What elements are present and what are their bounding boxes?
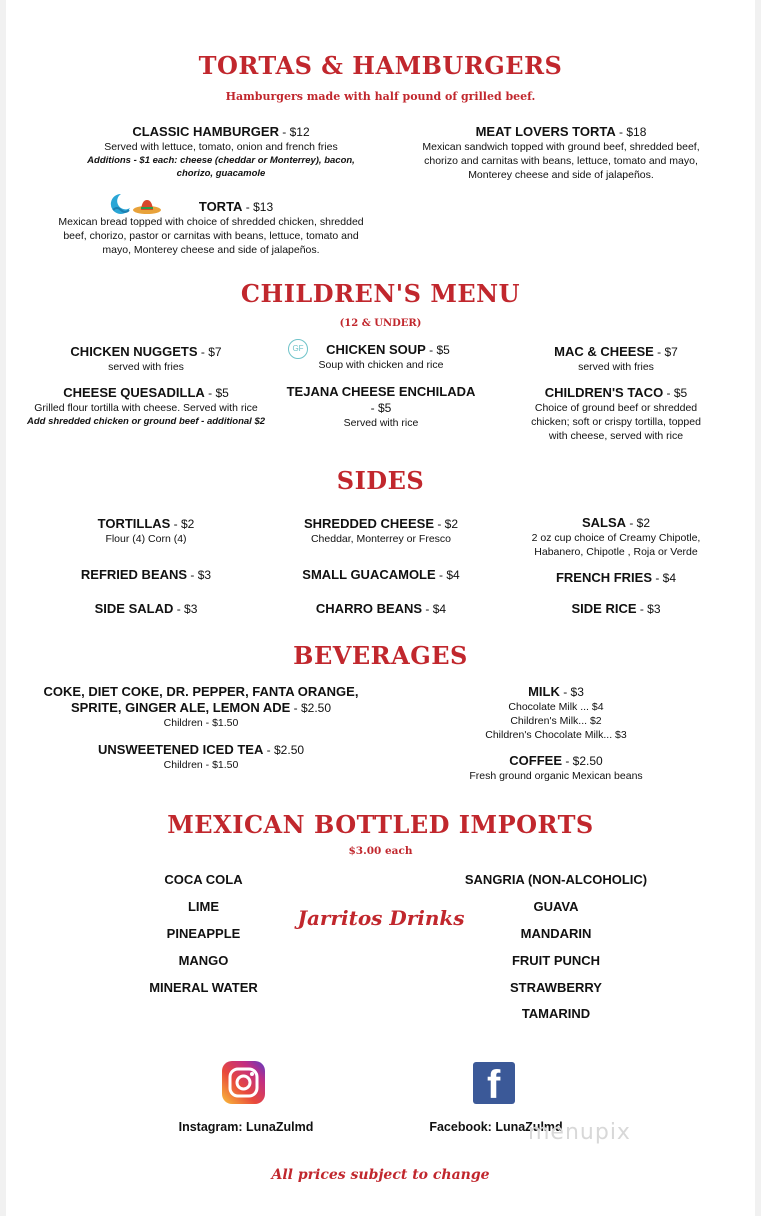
small-guacamole-item (266, 567, 496, 583)
meat-lovers-desc-1: Mexican sandwich topped with ground beef, shredded beef, (422, 141, 700, 153)
side-salad-name: SIDE SALAD (94, 601, 174, 616)
import-left-1: LIME (187, 899, 220, 914)
beverages-heading: BEVERAGES (293, 641, 468, 670)
shredded-cheese-price: - $2 (434, 517, 459, 531)
import-right-4: STRAWBERRY (510, 980, 602, 995)
childrens-taco-desc-1: Choice of ground beef or shredded (534, 402, 698, 414)
childrens-milk-price: Children's Milk... $2 (510, 715, 602, 727)
import-left-2: PINEAPPLE (166, 926, 241, 941)
side-salad-item (36, 601, 256, 617)
refried-beans-price: - $3 (187, 568, 212, 582)
coffee-price: - $2.50 (562, 754, 603, 768)
torta-desc-1: Mexican bread topped with choice of shredded chicken, shredded (58, 216, 364, 228)
childrens-taco-name: CHILDREN'S TACO (544, 385, 664, 400)
mac-cheese-desc: served with fries (578, 361, 654, 373)
import-right-0: SANGRIA (NON-ALCOHOLIC) (464, 872, 648, 887)
tortillas-price: - $2 (170, 517, 195, 531)
sodas-name-2: SPRITE, GINGER ALE, LEMON ADE (70, 700, 291, 715)
shredded-cheese-desc: Cheddar, Monterrey or Fresco (310, 533, 452, 545)
tejana-enchilada-item (276, 384, 486, 430)
shredded-cheese-name: SHREDDED CHEESE (303, 516, 434, 531)
meat-lovers-desc-2: chorizo and carnitas with beans, lettuce, tomato and mayo, (424, 155, 698, 167)
iced-tea-price: - $2.50 (263, 743, 305, 757)
instagram-icon[interactable] (222, 1061, 265, 1104)
mac-cheese-price: - $7 (653, 345, 678, 359)
tortillas-name: TORTILLAS (97, 516, 171, 531)
charro-beans-item (266, 601, 496, 617)
childrens-taco-desc-2: chicken; soft or crispy tortilla, topped (531, 416, 701, 428)
classic-hamburger-additions-2: chorizo, guacamole (176, 168, 266, 179)
side-salad-price: - $3 (173, 602, 198, 616)
tejana-enchilada-price: - $5 (370, 401, 392, 415)
tortas-heading: TORTAS & HAMBURGERS (198, 51, 563, 80)
gluten-free-icon: GF (288, 339, 308, 359)
milk-item (456, 684, 656, 742)
chocolate-milk-price: Chocolate Milk ... $4 (508, 701, 604, 713)
import-right-1: GUAVA (533, 899, 579, 914)
childrens-taco-item (506, 385, 726, 443)
milk-price: - $3 (559, 685, 584, 699)
refried-beans-name: REFRIED BEANS (80, 567, 188, 582)
classic-hamburger-desc: Served with lettuce, tomato, onion and french fries (104, 141, 338, 153)
small-guacamole-price: - $4 (435, 568, 460, 582)
salsa-item (506, 515, 726, 559)
mac-cheese-name: MAC & CHEESE (554, 344, 654, 359)
childrens-taco-price: - $5 (663, 386, 688, 400)
meat-lovers-name: MEAT LOVERS TORTA (475, 124, 616, 139)
chicken-nuggets-item (36, 344, 256, 374)
import-left-3: MANGO (178, 953, 229, 968)
tortillas-desc: Flour (4) Corn (4) (105, 533, 187, 545)
torta-item (46, 199, 376, 257)
charro-beans-price: - $4 (422, 602, 447, 616)
sodas-name-1: COKE, DIET COKE, DR. PEPPER, FANTA ORANGE, (43, 684, 359, 699)
cheese-quesadilla-name: CHEESE QUESADILLA (63, 385, 205, 400)
imports-heading: MEXICAN BOTTLED IMPORTS (167, 810, 594, 839)
salsa-price: - $2 (626, 516, 651, 530)
import-left-0: COCA COLA (164, 872, 243, 887)
chicken-soup-name: CHICKEN SOUP (326, 342, 426, 357)
meat-lovers-torta-item (396, 124, 726, 182)
cheese-quesadilla-price: - $5 (204, 386, 229, 400)
chicken-soup-item (276, 342, 486, 372)
classic-hamburger-additions: Additions - $1 each: cheese (cheddar or Monterrey), bacon, (87, 155, 355, 166)
iced-tea-name: UNSWEETENED ICED TEA (97, 742, 264, 757)
import-right-2: MANDARIN (520, 926, 592, 941)
jarritos-label: Jarritos Drinks (297, 906, 465, 930)
iced-tea-item (26, 742, 376, 772)
torta-desc-2: beef, chorizo, pastor or carnitas with beans, lettuce, tomato and (63, 230, 359, 242)
chicken-soup-desc: Soup with chicken and rice (318, 359, 444, 371)
salsa-desc-1: 2 oz cup choice of Creamy Chipotle, (531, 532, 701, 544)
children-heading: CHILDREN'S MENU (240, 279, 521, 308)
menu-page (6, 0, 755, 1216)
import-left-4: MINERAL WATER (149, 980, 258, 995)
salsa-name: SALSA (581, 515, 627, 530)
cheese-quesadilla-desc: Grilled flour tortilla with cheese. Served with rice (34, 402, 258, 414)
childrens-chocolate-milk-price: Children's Chocolate Milk... $3 (485, 729, 627, 741)
side-rice-price: - $3 (636, 602, 661, 616)
milk-name: MILK (528, 684, 560, 699)
tejana-enchilada-desc: Served with rice (343, 417, 419, 429)
facebook-handle[interactable]: Facebook: LunaZulmd (429, 1120, 563, 1134)
sodas-children-price: Children - $1.50 (163, 717, 239, 729)
classic-hamburger-item (46, 124, 396, 180)
prices-note: All prices subject to change (271, 1167, 490, 1183)
torta-desc-3: mayo, Monterey cheese and side of jalapeños. (102, 244, 320, 256)
chicken-nuggets-price: - $7 (197, 345, 222, 359)
children-subheading: (12 & UNDER) (339, 318, 422, 329)
facebook-icon[interactable]: f (473, 1062, 515, 1104)
coffee-name: COFFEE (509, 753, 563, 768)
meat-lovers-price: - $18 (615, 125, 647, 139)
french-fries-price: - $4 (652, 571, 677, 585)
tortillas-item (36, 516, 256, 546)
salsa-desc-2: Habanero, Chipotle , Roja or Verde (534, 546, 698, 558)
chicken-nuggets-desc: served with fries (108, 361, 184, 373)
childrens-taco-desc-3: with cheese, served with rice (548, 430, 684, 442)
chicken-soup-price: - $5 (425, 343, 450, 357)
classic-hamburger-price: - $12 (278, 125, 310, 139)
sodas-price: - $2.50 (290, 701, 332, 715)
tejana-enchilada-name: TEJANA CHEESE ENCHILADA (286, 384, 476, 399)
french-fries-name: FRENCH FRIES (555, 570, 653, 585)
instagram-handle[interactable]: Instagram: LunaZulmd (178, 1120, 314, 1134)
side-rice-name: SIDE RICE (571, 601, 637, 616)
french-fries-item (506, 570, 726, 586)
mac-cheese-item (506, 344, 726, 374)
torta-name: TORTA (198, 199, 243, 214)
chicken-nuggets-name: CHICKEN NUGGETS (70, 344, 198, 359)
coffee-desc: Fresh ground organic Mexican beans (469, 770, 643, 782)
menupix-watermark: menupix (528, 1120, 631, 1145)
sides-heading: SIDES (336, 466, 425, 495)
refried-beans-item (36, 567, 256, 583)
classic-hamburger-name: CLASSIC HAMBURGER (132, 124, 279, 139)
torta-price: - $13 (242, 200, 274, 214)
shredded-cheese-item (266, 516, 496, 546)
small-guacamole-name: SMALL GUACAMOLE (302, 567, 436, 582)
cheese-quesadilla-addition: Add shredded chicken or ground beef - additional $2 (26, 416, 266, 427)
tortas-subheading: Hamburgers made with half pound of grilled beef. (225, 90, 536, 103)
charro-beans-name: CHARRO BEANS (315, 601, 423, 616)
imports-subheading: $3.00 each (348, 845, 413, 857)
side-rice-item (506, 601, 726, 617)
import-right-3: FRUIT PUNCH (511, 953, 601, 968)
coffee-item (446, 753, 666, 783)
meat-lovers-desc-3: Monterey cheese and side of jalapeños. (468, 169, 654, 181)
import-right-5: TAMARIND (521, 1006, 591, 1021)
iced-tea-children-price: Children - $1.50 (163, 759, 239, 771)
cheese-quesadilla-item (21, 385, 271, 428)
sodas-item (26, 684, 376, 730)
